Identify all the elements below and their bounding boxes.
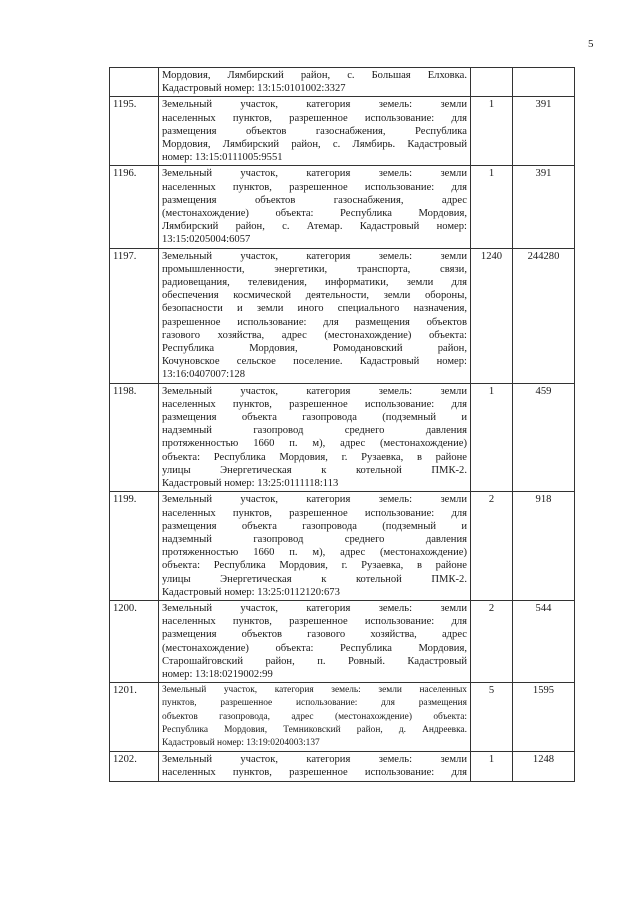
description-line: протяженностью 1660 п. м), адрес (местонахождение) bbox=[162, 547, 467, 559]
count-cell: 1 bbox=[471, 752, 513, 781]
item-number-cell: 1195. bbox=[110, 97, 159, 166]
area-cell: 244280 bbox=[513, 248, 575, 383]
item-number-cell: 1201. bbox=[110, 683, 159, 752]
description-line: газового хозяйства, адрес (местонахождение) объекта: bbox=[162, 329, 467, 341]
description-cell bbox=[159, 492, 471, 601]
description-line: Кочуновское сельское поселение. Кадастровый номер: bbox=[162, 356, 467, 368]
description-line: надземный газопровод среднего давления bbox=[162, 425, 467, 437]
page-number: 5 bbox=[588, 38, 594, 50]
table-row bbox=[110, 97, 575, 166]
count-cell: 2 bbox=[471, 492, 513, 601]
description-cell bbox=[159, 248, 471, 383]
description-line: радиовещания, телевидения, информатики, земли для bbox=[162, 277, 467, 289]
area-cell: 391 bbox=[513, 166, 575, 248]
description-line: Старошайговский район, п. Ровный. Кадастровый bbox=[162, 655, 467, 667]
description-line: населенных пунктов, разрешенное использование: для bbox=[162, 398, 467, 410]
description-cell bbox=[159, 600, 471, 682]
count-cell: 1 bbox=[471, 97, 513, 166]
description-cell bbox=[159, 383, 471, 492]
description-line: Земельный участок, категория земель: земли bbox=[162, 99, 467, 111]
description-line: размещения объекта газопровода (подземный и bbox=[162, 520, 467, 532]
count-cell: 5 bbox=[471, 683, 513, 752]
description-line: 13:16:0407007:128 bbox=[162, 369, 245, 381]
description-line: объекта: Республика Мордовия, г. Рузаевка, в районе bbox=[162, 560, 467, 572]
land-plot-registry-table bbox=[109, 67, 575, 782]
table-row bbox=[110, 492, 575, 601]
description-line: населенных пунктов, разрешенное использование: для bbox=[162, 507, 467, 519]
description-line: безопасности и земли иного специального назначения, bbox=[162, 303, 467, 315]
description-line: Лямбирский район, с. Атемар. Кадастровый номер: bbox=[162, 221, 467, 233]
description-cell bbox=[159, 752, 471, 781]
description-line: размещения объектов газоснабжения, адрес bbox=[162, 194, 467, 206]
count-cell bbox=[471, 68, 513, 97]
item-number-cell: 1197. bbox=[110, 248, 159, 383]
description-line: надземный газопровод среднего давления bbox=[162, 533, 467, 545]
description-line: Кадастровый номер: 13:25:0112120:673 bbox=[162, 586, 340, 598]
description-line: Мордовия, Лямбирский район, с. Большая Елховка. bbox=[162, 70, 467, 81]
count-cell: 1 bbox=[471, 166, 513, 248]
description-line: 13:15:0205004:6057 bbox=[162, 234, 251, 246]
description-line: Кадастровый номер: 13:19:0204003:137 bbox=[162, 737, 320, 748]
description-line: Земельный участок, категория земель: земли bbox=[162, 168, 467, 180]
table-row bbox=[110, 752, 575, 781]
description-line: разрешенное использование: для размещения объектов bbox=[162, 316, 467, 328]
description-line: Земельный участок, категория земель: земли населенных bbox=[162, 685, 467, 696]
description-line: Республика Мордовия, Ромодановский район, bbox=[162, 343, 467, 355]
table-row bbox=[110, 166, 575, 248]
description-line: (местонахождение) объекта: Республика Мордовия, bbox=[162, 208, 467, 220]
table-row bbox=[110, 683, 575, 752]
description-line: Мордовия, Лямбирский район, с. Лямбирь. Кадастровый bbox=[162, 139, 467, 151]
table-row bbox=[110, 383, 575, 492]
description-line: Земельный участок, категория земель: земли bbox=[162, 250, 467, 262]
description-line: Земельный участок, категория земель: земли bbox=[162, 754, 467, 766]
item-number-cell bbox=[110, 68, 159, 97]
description-line: размещения объектов газового хозяйства, адрес bbox=[162, 629, 467, 641]
count-cell: 1 bbox=[471, 383, 513, 492]
item-number-cell: 1202. bbox=[110, 752, 159, 781]
description-line: Кадастровый номер: 13:25:0111118:113 bbox=[162, 478, 339, 490]
count-cell: 1240 bbox=[471, 248, 513, 383]
item-number-cell: 1196. bbox=[110, 166, 159, 248]
area-cell: 391 bbox=[513, 97, 575, 166]
item-number-cell: 1199. bbox=[110, 492, 159, 601]
area-cell: 1595 bbox=[513, 683, 575, 752]
description-line: пунктов, разрешенное использование: для размещения bbox=[162, 698, 467, 709]
area-cell: 1248 bbox=[513, 752, 575, 781]
description-line: улицы Энергетическая к котельной ПМК-2. bbox=[162, 573, 467, 585]
area-cell: 544 bbox=[513, 600, 575, 682]
description-line: населенных пунктов, разрешенное использование: для bbox=[162, 112, 467, 124]
area-cell: 918 bbox=[513, 492, 575, 601]
description-line: населенных пунктов, разрешенное использование: для bbox=[162, 616, 467, 628]
description-cell bbox=[159, 97, 471, 166]
description-line: объекта: Республика Мордовия, г. Рузаевка, в районе bbox=[162, 451, 467, 463]
description-line: улицы Энергетическая к котельной ПМК-2. bbox=[162, 464, 467, 476]
description-line: Земельный участок, категория земель: земли bbox=[162, 385, 467, 397]
description-line: Республика Мордовия, Темниковский район, д. Андреевка. bbox=[162, 724, 467, 735]
description-line: населенных пунктов, разрешенное использование: для bbox=[162, 767, 467, 779]
description-line: Кадастровый номер: 13:15:0101002:3327 bbox=[162, 83, 346, 95]
description-line: объектов газопровода, адрес (местонахождение) объекта: bbox=[162, 711, 467, 722]
item-number-cell: 1200. bbox=[110, 600, 159, 682]
description-line: населенных пунктов, разрешенное использование: для bbox=[162, 181, 467, 193]
description-line: промышленности, энергетики, транспорта, связи, bbox=[162, 263, 467, 275]
item-number-cell: 1198. bbox=[110, 383, 159, 492]
description-cell bbox=[159, 683, 471, 752]
description-line: протяженностью 1660 п. м), адрес (местонахождение) bbox=[162, 438, 467, 450]
area-cell: 459 bbox=[513, 383, 575, 492]
description-line: размещения объекта газопровода (подземный и bbox=[162, 412, 467, 424]
description-line: размещения объектов газоснабжения, Республика bbox=[162, 125, 467, 137]
area-cell bbox=[513, 68, 575, 97]
description-line: Земельный участок, категория земель: земли bbox=[162, 494, 467, 506]
table-row bbox=[110, 248, 575, 383]
description-cell bbox=[159, 166, 471, 248]
description-line: Земельный участок, категория земель: земли bbox=[162, 602, 467, 614]
description-cell bbox=[159, 68, 471, 97]
count-cell: 2 bbox=[471, 600, 513, 682]
table-row bbox=[110, 600, 575, 682]
description-line: номер: 13:18:0219002:99 bbox=[162, 668, 273, 680]
description-line: номер: 13:15:0111005:9551 bbox=[162, 152, 283, 164]
table-row bbox=[110, 68, 575, 97]
description-line: (местонахождение) объекта: Республика Мордовия, bbox=[162, 642, 467, 654]
description-line: обеспечения космической деятельности, земли обороны, bbox=[162, 290, 467, 302]
